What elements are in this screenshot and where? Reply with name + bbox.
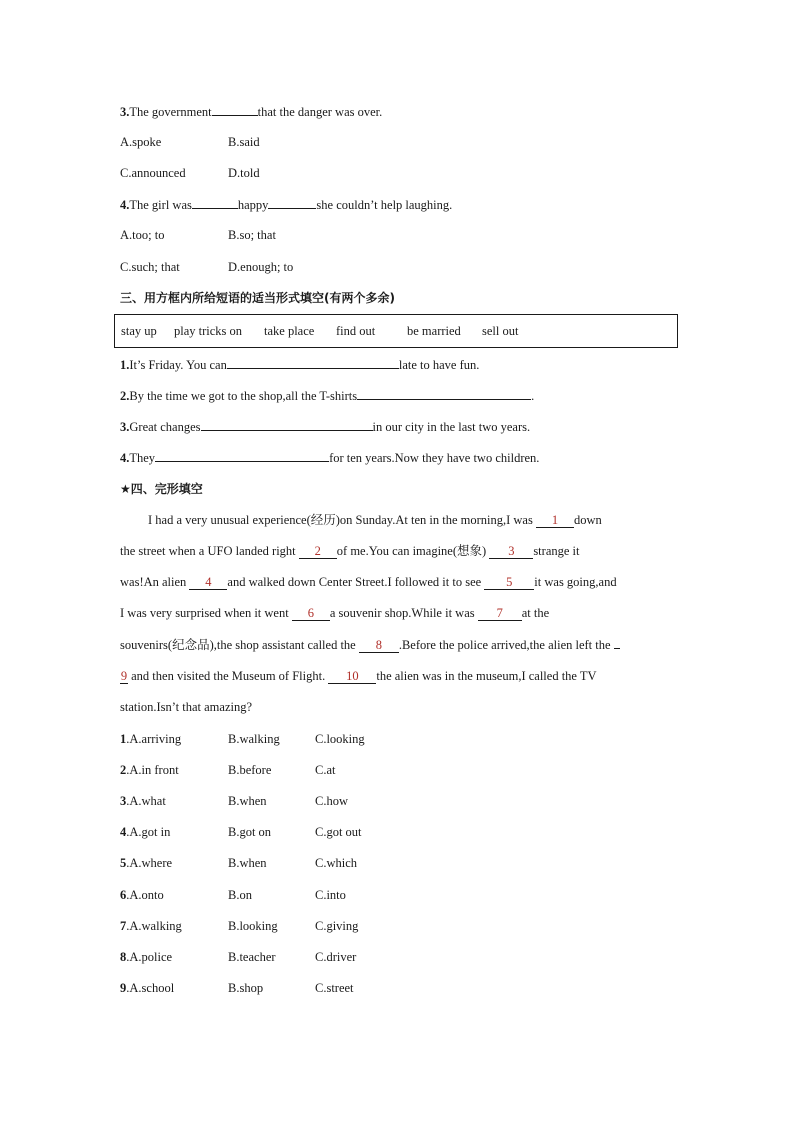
answer-blank[interactable] (357, 387, 531, 400)
item-text: Great changes (129, 420, 201, 434)
passage-text: of me.You can imagine(想象) (336, 544, 487, 558)
passage-text: and then visited the Museum of Flight. (131, 669, 326, 683)
question-text: The girl was (129, 198, 192, 212)
cloze-blank[interactable]: 9 (120, 669, 128, 683)
passage-line (120, 543, 579, 559)
phrase: play tricks on (174, 324, 243, 338)
question-number: 3 (120, 794, 127, 808)
fill-item-2 (120, 387, 534, 404)
answer-blank[interactable] (192, 196, 238, 209)
question-number-dot: . (126, 856, 130, 870)
option[interactable]: A.what (129, 794, 166, 808)
question-number: 5 (120, 856, 127, 870)
question-number-dot: . (126, 919, 130, 933)
cloze-question (120, 762, 179, 778)
option[interactable]: A.where (129, 856, 173, 870)
passage-line (120, 574, 617, 590)
item-text: It’s Friday. You can (129, 358, 227, 372)
question-number: 4 (120, 825, 127, 839)
cloze-question (120, 918, 182, 934)
passage-text: I was very surprised when it went (120, 606, 289, 620)
option[interactable]: B.teacher (228, 950, 276, 964)
option[interactable]: B.on (228, 888, 252, 902)
item-number: 2. (120, 389, 130, 403)
cloze-blank[interactable]: 8 (359, 638, 399, 653)
phrase: take place (264, 324, 315, 338)
passage-line: station.Isn’t that amazing? (120, 700, 253, 714)
question-3 (120, 103, 382, 120)
option[interactable]: B.got on (228, 825, 272, 839)
question-text: The government (129, 105, 212, 119)
question-number: 9 (120, 981, 127, 995)
passage-text: strange it (533, 544, 580, 558)
option[interactable]: C.into (315, 888, 346, 902)
option[interactable]: B.when (228, 794, 267, 808)
phrase-box (114, 314, 678, 348)
item-text: They (129, 451, 156, 465)
item-number: 1. (120, 358, 130, 372)
question-number: 6 (120, 888, 127, 902)
cloze-blank[interactable]: 10 (328, 669, 376, 684)
passage-line (148, 512, 602, 528)
cloze-blank[interactable]: 4 (189, 575, 227, 590)
passage-line (120, 605, 549, 621)
fill-item-1 (120, 356, 479, 373)
cloze-blank[interactable]: 5 (484, 575, 534, 590)
question-number: 4. (120, 198, 130, 212)
question-4 (120, 196, 452, 213)
item-number: 4. (120, 451, 130, 465)
option[interactable]: B.shop (228, 981, 264, 995)
phrase: stay up (121, 324, 157, 338)
option[interactable]: A.too; to (120, 228, 165, 242)
option[interactable]: C.got out (315, 825, 362, 839)
option[interactable]: D.enough; to (228, 260, 294, 274)
cloze-question (120, 824, 170, 840)
option[interactable]: B.so; that (228, 228, 276, 242)
question-number-dot: . (126, 825, 130, 839)
passage-text: it was going,and (534, 575, 617, 589)
passage-text: down (573, 513, 602, 527)
cloze-blank[interactable]: 7 (478, 606, 522, 621)
item-text: late to have fun. (398, 358, 480, 372)
cloze-question (120, 855, 172, 871)
passage-text: and walked down Center Street.I followed it to see (227, 575, 482, 589)
cloze-blank[interactable]: 2 (299, 544, 337, 559)
passage-text: I had a very unusual experience(经历)on Sunday.At ten in the morning,I was (148, 513, 533, 527)
passage-text: at the (521, 606, 550, 620)
cloze-question (120, 887, 164, 903)
phrase: sell out (482, 324, 519, 338)
question-number-dot: . (126, 981, 130, 995)
option[interactable]: C.giving (315, 919, 359, 933)
question-number-dot: . (126, 763, 130, 777)
phrase: be married (407, 324, 461, 338)
question-text: that the danger was over. (257, 105, 383, 119)
option[interactable]: B.looking (228, 919, 278, 933)
cloze-question (120, 793, 166, 809)
answer-blank[interactable] (201, 418, 373, 431)
option[interactable]: B.when (228, 856, 267, 870)
question-number: 8 (120, 950, 127, 964)
question-number-dot: . (126, 888, 130, 902)
question-number: 1 (120, 732, 127, 746)
option[interactable]: A.spoke (120, 135, 162, 149)
option[interactable]: B.before (228, 763, 272, 777)
option[interactable]: C.such; that (120, 260, 180, 274)
fill-item-4 (120, 449, 539, 466)
question-number-dot: . (126, 950, 130, 964)
passage-line (120, 637, 620, 653)
question-text: she couldn’t help laughing. (316, 198, 453, 212)
cloze-question (120, 949, 172, 965)
question-number: 3. (120, 105, 130, 119)
option[interactable]: C.street (315, 981, 354, 995)
cloze-blank[interactable]: 3 (489, 544, 533, 559)
answer-blank[interactable] (268, 196, 316, 209)
option[interactable]: C.how (315, 794, 348, 808)
question-number: 7 (120, 919, 127, 933)
passage-text: was!An alien (120, 575, 187, 589)
option[interactable]: A.school (129, 981, 175, 995)
item-text: . (531, 389, 535, 403)
option[interactable]: A.police (129, 950, 173, 964)
passage-text: .Before the police arrived,the alien left the (398, 638, 611, 652)
question-number: 2 (120, 763, 127, 777)
cloze-question (120, 980, 174, 996)
cloze-blank[interactable]: 6 (292, 606, 330, 621)
phrase: find out (336, 324, 376, 338)
answer-blank[interactable] (155, 449, 329, 462)
option[interactable]: C.driver (315, 950, 357, 964)
option[interactable]: C.at (315, 763, 336, 777)
option[interactable]: D.told (228, 166, 260, 180)
option[interactable]: B.said (228, 135, 260, 149)
answer-blank[interactable] (212, 103, 258, 116)
passage-text: the street when a UFO landed right (120, 544, 296, 558)
item-text: in our city in the last two years. (372, 420, 531, 434)
cloze-blank-start[interactable] (614, 648, 620, 649)
option[interactable]: A.walking (129, 919, 182, 933)
passage-text: souvenirs(纪念品),the shop assistant called the (120, 638, 356, 652)
option[interactable]: A.in front (129, 763, 179, 777)
question-number-dot: . (126, 794, 130, 808)
section-3-title: 三、用方框内所给短语的适当形式填空(有两个多余) (120, 291, 395, 305)
option[interactable]: C.looking (315, 732, 365, 746)
passage-text: the alien was in the museum,I called the TV (376, 669, 597, 683)
option[interactable]: C.announced (120, 166, 186, 180)
question-number-dot: . (126, 732, 130, 746)
item-number: 3. (120, 420, 130, 434)
item-text: for ten years.Now they have two children. (329, 451, 540, 465)
fill-item-3 (120, 418, 530, 435)
passage-text: a souvenir shop.While it was (329, 606, 475, 620)
option[interactable]: A.onto (129, 888, 164, 902)
cloze-blank[interactable]: 1 (536, 513, 574, 528)
option[interactable]: C.which (315, 856, 358, 870)
question-text: happy (237, 198, 269, 212)
option[interactable]: A.arriving (129, 732, 182, 746)
answer-blank[interactable] (227, 356, 399, 369)
option[interactable]: B.walking (228, 732, 280, 746)
item-text: By the time we got to the shop,all the T-shirts (129, 389, 358, 403)
section-4-title: ★四、完形填空 (120, 482, 203, 496)
option[interactable]: A.got in (129, 825, 171, 839)
cloze-question (120, 731, 181, 747)
passage-line (120, 668, 597, 684)
